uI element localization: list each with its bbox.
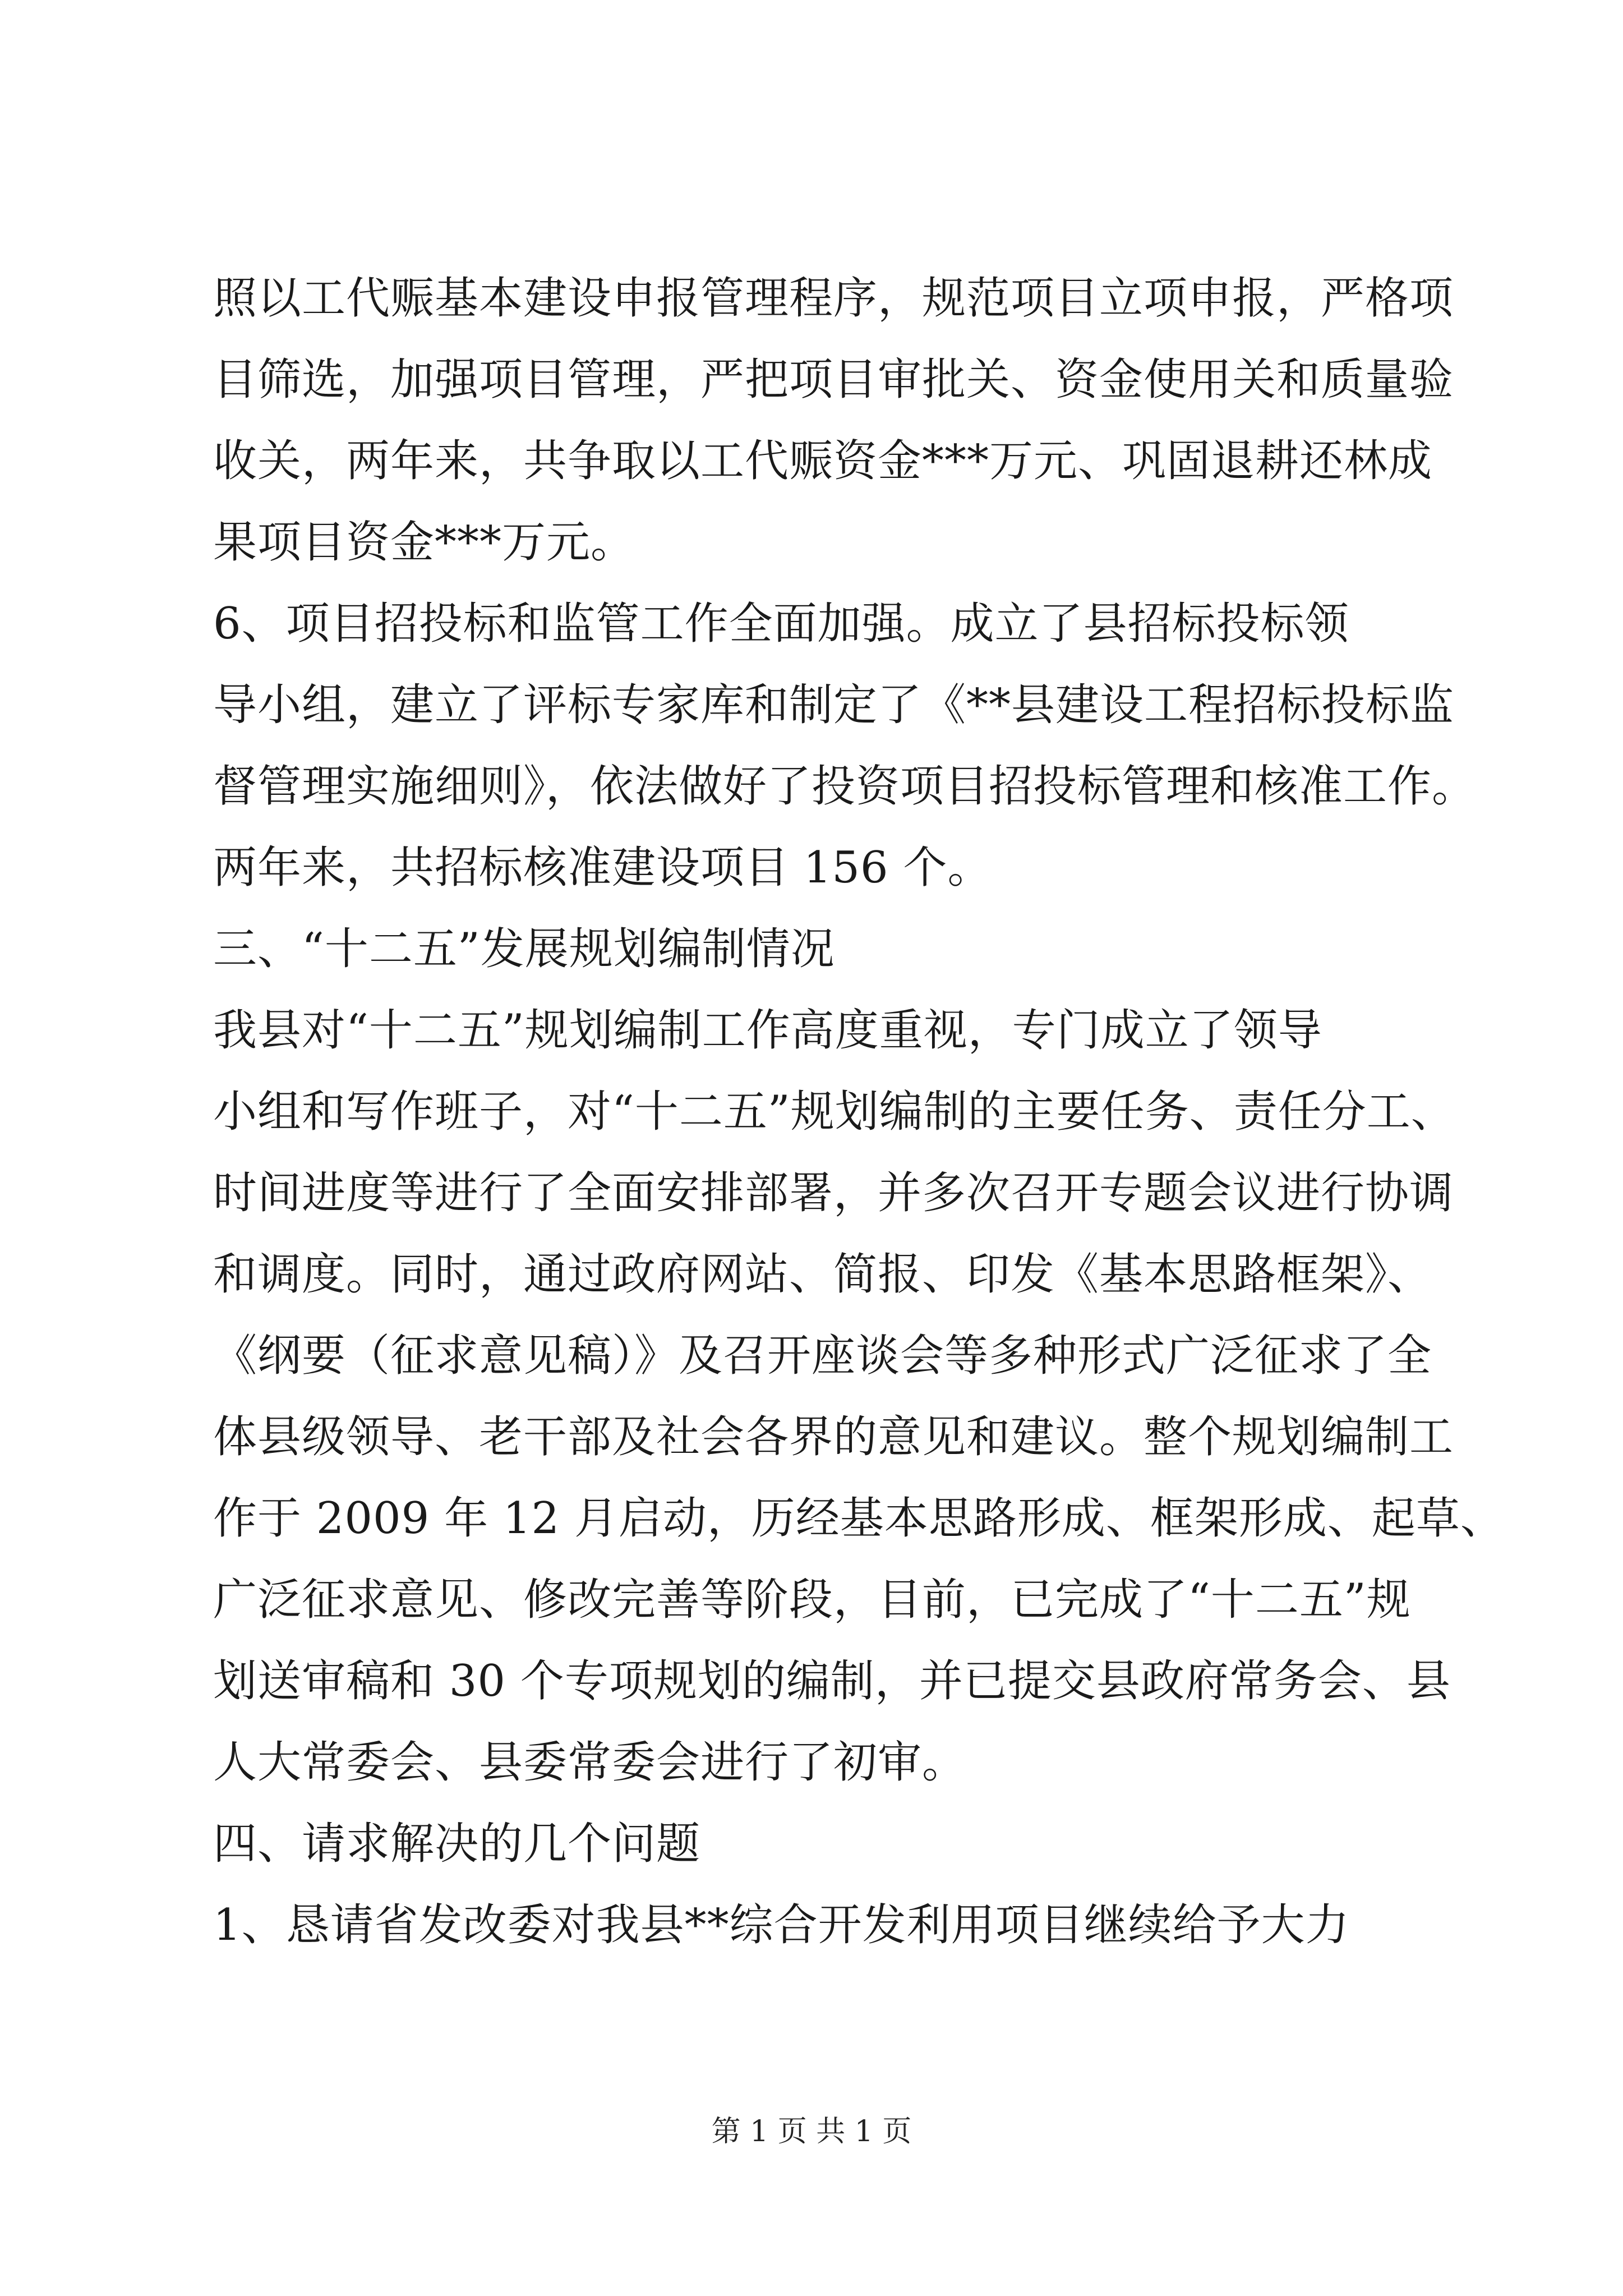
text-line: 《纲要（征求意见稿）》及召开座谈会等多种形式广泛征求了全	[213, 1331, 1432, 1381]
text-line: 6、项目招投标和监管工作全面加强。成立了县招标投标领	[213, 599, 1349, 649]
text-line: 小组和写作班子，对“十二五”规划编制的主要任务、责任分工、	[213, 1087, 1455, 1137]
text-line: 和调度。同时，通过政府网站、简报、印发《基本思路框架》、	[213, 1249, 1432, 1300]
text-line: 人大常委会、县委常委会进行了初审。	[213, 1737, 967, 1788]
text-line: 导小组，建立了评标专家库和制定了《**县建设工程招标投标监	[213, 680, 1455, 730]
text-line: 广泛征求意见、修改完善等阶段，目前，已完成了“十二五”规	[213, 1575, 1411, 1625]
text-line: 我县对“十二五”规划编制工作高度重视，专门成立了领导	[213, 1005, 1322, 1056]
section-heading: 三、“十二五”发展规划编制情况	[213, 924, 835, 974]
text-line: 收关，两年来，共争取以工代赈资金***万元、巩固退耕还林成	[213, 436, 1433, 486]
text-line: 果项目资金***万元。	[213, 517, 635, 568]
text-line: 作于 2009 年 12 月启动，历经基本思路形成、框架形成、起草、	[213, 1493, 1505, 1544]
text-line: 督管理实施细则》，依法做好了投资项目招投标管理和核准工作。	[213, 761, 1477, 812]
text-line: 划送审稿和 30 个专项规划的编制，并已提交县政府常务会、县	[213, 1656, 1451, 1706]
text-line: 体县级领导、老干部及社会各界的意见和建议。整个规划编制工	[213, 1412, 1454, 1462]
section-heading: 四、请求解决的几个问题	[213, 1819, 701, 1869]
text-line: 1、恳请省发改委对我县**综合开发利用项目继续给予大力	[213, 1900, 1350, 1950]
text-line: 目筛选，加强项目管理，严把项目审批关、资金使用关和质量验	[213, 355, 1454, 405]
page-footer: 第 1 页 共 1 页	[711, 2115, 912, 2148]
text-line: 照以工代赈基本建设申报管理程序，规范项目立项申报，严格项	[213, 273, 1454, 324]
text-line: 两年来，共招标核准建设项目 156 个。	[213, 843, 992, 893]
document-body	[213, 258, 1505, 1966]
text-line: 时间进度等进行了全面安排部署，并多次召开专题会议进行协调	[213, 1168, 1454, 1218]
